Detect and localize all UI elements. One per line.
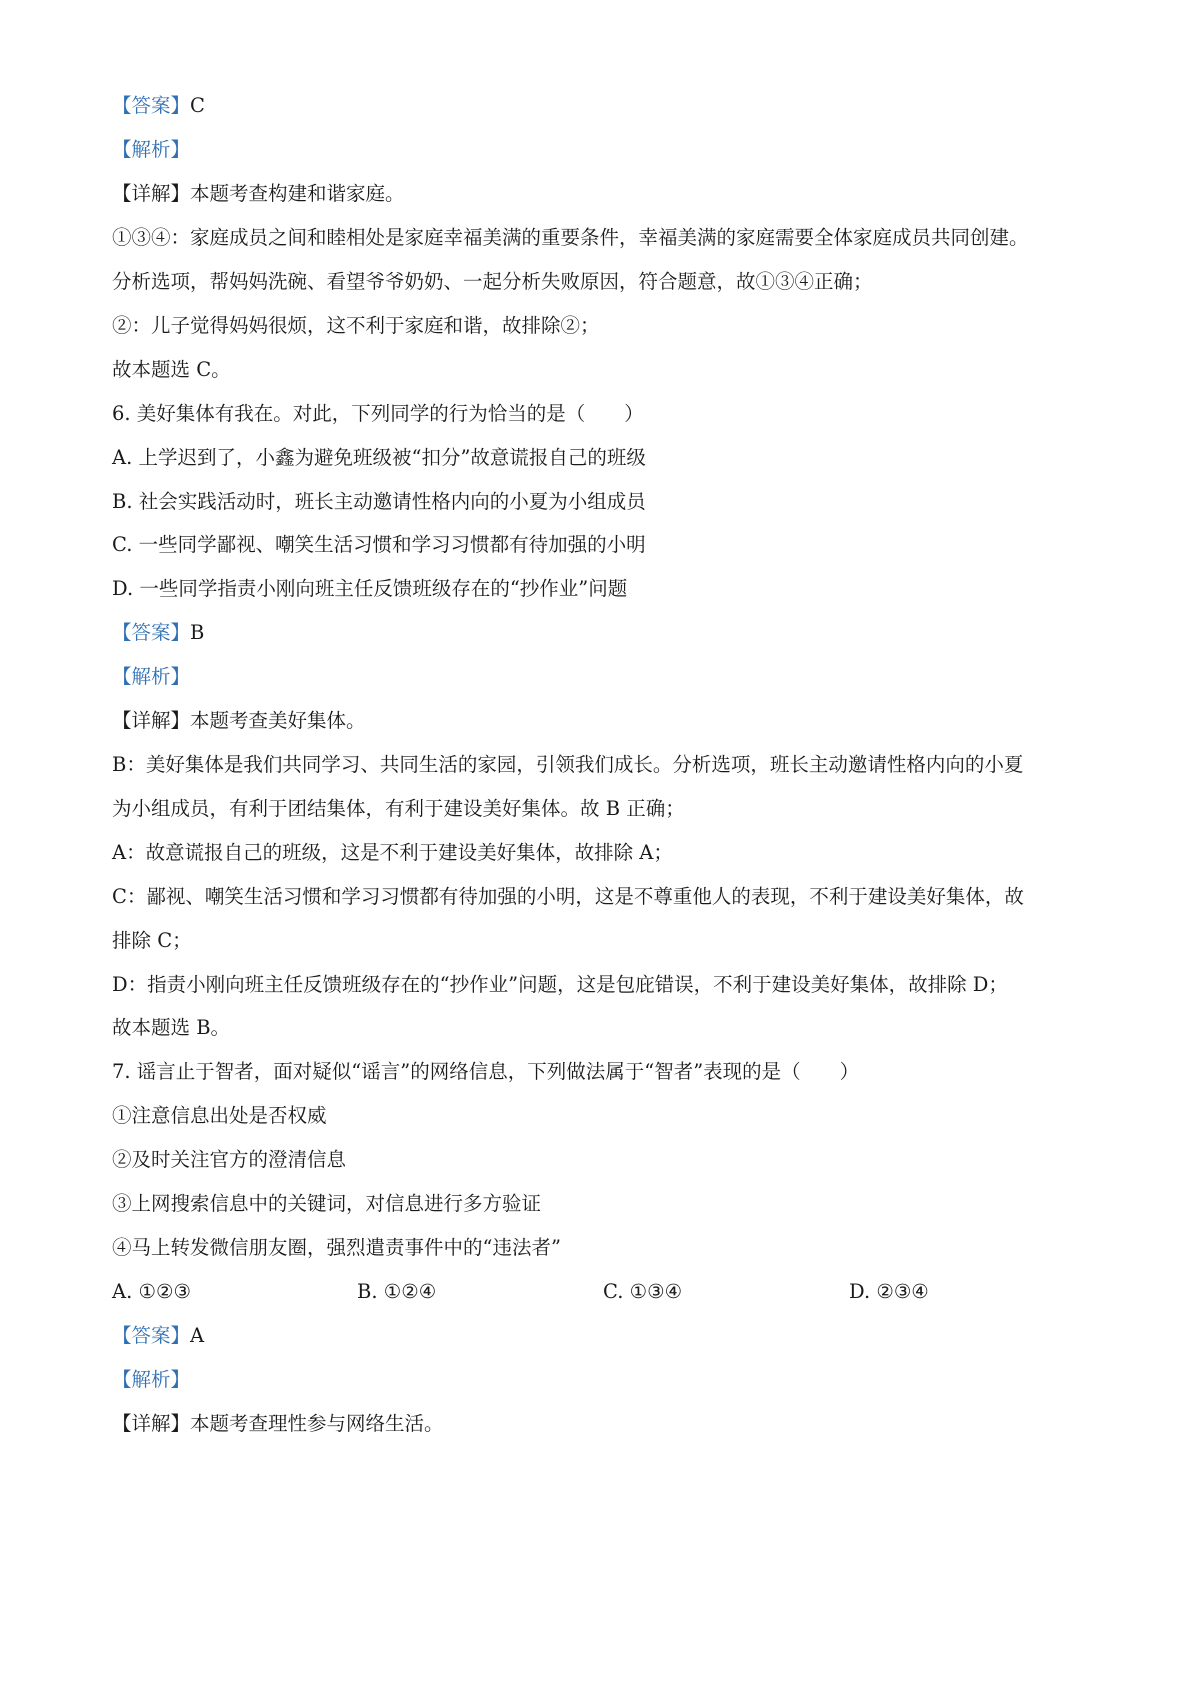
q5-conclusion-line: 故本题选 C。 [112, 358, 231, 381]
q6-answer-line [112, 618, 1112, 648]
q7-statement-2: ②及时关注官方的澄清信息 [112, 1148, 347, 1171]
q7-detail-line [112, 1409, 1112, 1439]
q7-choice-b: B. ①②④ [357, 1280, 437, 1303]
q7-statement-3: ③上网搜索信息中的关键词，对信息进行多方验证 [112, 1192, 542, 1215]
detail-tag: 【详解】 [112, 709, 191, 732]
answer-value: C [190, 94, 205, 117]
analysis-tag: 【解析】 [112, 138, 191, 161]
detail-text: 本题考查理性参与网络生活。 [190, 1412, 444, 1435]
q6-question: 6. 美好集体有我在。对此，下列同学的行为恰当的是（ ） [112, 402, 644, 425]
analysis-tag: 【解析】 [112, 1368, 191, 1391]
q6-detail-line [112, 706, 1112, 736]
q5-answer-line [112, 91, 1112, 121]
answer-value: A [190, 1324, 205, 1347]
detail-tag: 【详解】 [112, 1412, 191, 1435]
q6-conclusion-line: 故本题选 B。 [112, 1016, 231, 1039]
q7-statement-4: ④马上转发微信朋友圈，强烈遣责事件中的“违法者” [112, 1236, 561, 1259]
answer-tag: 【答案】 [112, 94, 191, 117]
q6-explanation-line: C：鄙视、嘲笑生活习惯和学习习惯都有待加强的小明，这是不尊重他人的表现，不利于建设美好集体，故 [112, 885, 1024, 908]
q5-detail-line [112, 179, 1112, 209]
q6-explanation-line: B：美好集体是我们共同学习、共同生活的家园，引领我们成长。分析选项，班长主动邀请性格内向的小夏 [112, 753, 1024, 776]
q6-option-c: C. 一些同学鄙视、嘲笑生活习惯和学习习惯都有待加强的小明 [112, 533, 646, 556]
detail-tag: 【详解】 [112, 182, 191, 205]
detail-text: 本题考查美好集体。 [190, 709, 366, 732]
q7-question: 7. 谣言止于智者，面对疑似“谣言”的网络信息，下列做法属于“智者”表现的是（ ） [112, 1060, 860, 1083]
q6-explanation-line: 为小组成员，有利于团结集体，有利于建设美好集体。故 B 正确； [112, 797, 685, 820]
q5-explanation-line: ②：儿子觉得妈妈很烦，这不利于家庭和谐，故排除②； [112, 314, 600, 337]
q6-explanation-line: 排除 C； [112, 929, 192, 952]
q7-answer-line [112, 1321, 1112, 1351]
q7-choice-d: D. ②③④ [849, 1280, 929, 1303]
q7-choice-c: C. ①③④ [603, 1280, 683, 1303]
q7-choice-a: A. ①②③ [112, 1280, 191, 1303]
detail-text: 本题考查构建和谐家庭。 [190, 182, 405, 205]
q5-explanation-line: 分析选项，帮妈妈洗碗、看望爷爷奶奶、一起分析失败原因，符合题意，故①③④正确； [112, 270, 873, 293]
answer-tag: 【答案】 [112, 1324, 191, 1347]
analysis-tag: 【解析】 [112, 665, 191, 688]
q6-explanation-line: A：故意谎报自己的班级，这是不利于建设美好集体，故排除 A； [112, 841, 673, 864]
answer-value: B [190, 621, 205, 644]
q7-statement-1: ①注意信息出处是否权威 [112, 1104, 327, 1127]
q6-option-d: D. 一些同学指责小刚向班主任反馈班级存在的“抄作业”问题 [112, 577, 628, 600]
q6-explanation-line: D：指责小刚向班主任反馈班级存在的“抄作业”问题，这是包庇错误，不利于建设美好集体，故排除 D； [112, 973, 1008, 996]
q6-option-a: A. 上学迟到了，小鑫为避免班级被“扣分”故意谎报自己的班级 [112, 446, 646, 469]
q6-option-b: B. 社会实践活动时，班长主动邀请性格内向的小夏为小组成员 [112, 490, 646, 513]
answer-tag: 【答案】 [112, 621, 191, 644]
q7-analysis-line [112, 1365, 1112, 1395]
q6-analysis-line [112, 662, 1112, 692]
q5-explanation-line: ①③④：家庭成员之间和睦相处是家庭幸福美满的重要条件，幸福美满的家庭需要全体家庭成员共同创建。 [112, 226, 1029, 249]
q5-analysis-line [112, 135, 1112, 165]
